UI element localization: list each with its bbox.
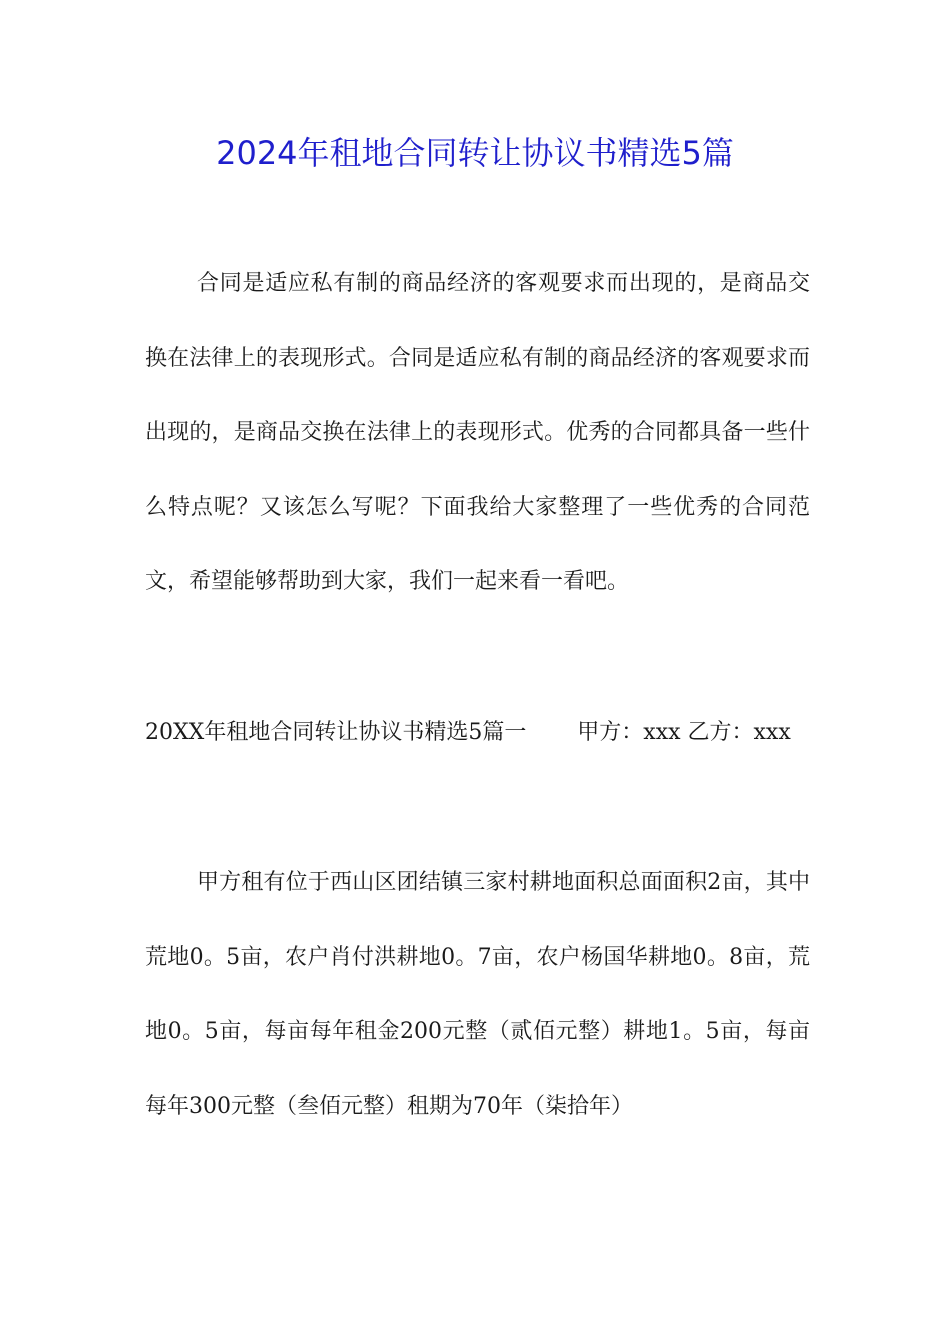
document-title: 2024年租地合同转让协议书精选5篇	[216, 134, 734, 172]
intro-paragraph: 合同是适应私有制的商品经济的客观要求而出现的，是商品交换在法律上的表现形式。合同是适应私有制的商品经济的客观要求而出现的，是商品交换在法律上的表现形式。优秀的合同都具备一些什么特点呢？又该怎么写呢？下面我给大家整理了一些优秀的合同范文，希望能够帮助到大家，我们一起来看一看吧。	[145, 271, 810, 595]
lease-terms-paragraph: 甲方租有位于西山区团结镇三家村耕地面积总面面积2亩，其中荒地0。5亩，农户肖付洪耕地0。7亩，农户杨国华耕地0。8亩，荒地0。5亩，每亩每年租金200元整（贰佰元整）耕地1。5亩，每亩每年300元整（叁佰元整）租期为70年（柒拾年）	[145, 870, 811, 1119]
section-heading-paragraph: 20XX年租地合同转让协议书精选5篇一 甲方：xxx 乙方：xxx	[145, 720, 791, 745]
